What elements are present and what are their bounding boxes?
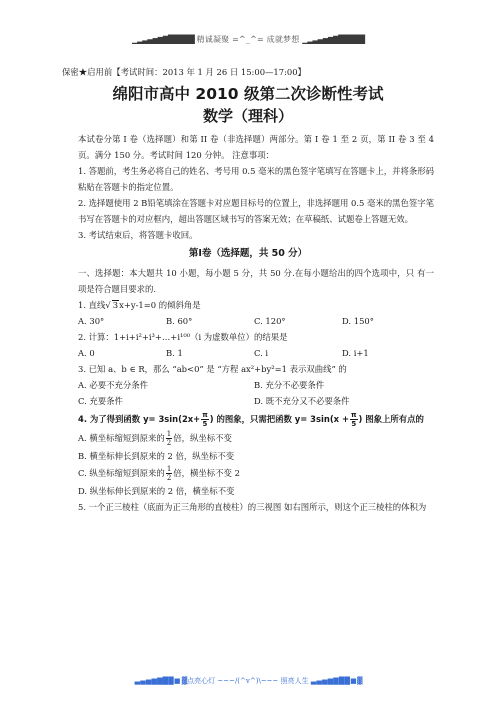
q3-option-d: D. 既不充分又不必要条件 xyxy=(254,396,350,406)
header-decoration-right: ▁▂▃▄▅▆▇█████ xyxy=(302,35,365,44)
section-heading: 第Ⅰ卷（选择题，共 50 分） xyxy=(188,248,308,259)
q3-option-b: B. 充分不必要条件 xyxy=(254,380,325,390)
q1-options xyxy=(62,313,434,329)
q2-option-d: D. i+1 xyxy=(342,348,369,358)
q1-radicand: 3 xyxy=(112,300,119,310)
footer-decoration-right: ▃ ▄ ▅ ▆ ▇ █ █ ■ ▓ xyxy=(310,677,362,685)
q2-options xyxy=(62,345,434,361)
q3-options-row1 xyxy=(62,377,434,393)
note-2: 2. 选择题使用 2 B铅笔填涂在答题卡对应题目标号的位置上，非选择题用 0.5 毫米的黑色签字笔书写在答题卡的对应框内，超出答题区域书写的答案无效；在草稿纸、试题卷上答题无效。 xyxy=(78,198,434,224)
footer-text: ▓点亮心灯 ~~~/(^v^)\~~~ 照亮人生 xyxy=(181,677,309,685)
question-2: 2. 计算：1+i+i²+i³+…+i¹⁰⁰（i 为虚数单位）的结果是 xyxy=(78,332,288,342)
q4-option-a: A. 横坐标缩短到原来的 $\frac{1}{2}$ 倍，纵坐标不变 xyxy=(78,430,232,447)
q3-options-row2 xyxy=(62,393,434,409)
question-1 xyxy=(62,297,434,313)
footer-decoration-left: ▃ ▄ ▅ ▆ ▇ █ █ ■ xyxy=(134,677,180,685)
q1-option-d: D. 150° xyxy=(342,316,374,326)
one-half-fraction-2: $\frac{1}{2}$ xyxy=(166,465,172,482)
q4-option-d: D. 纵坐标伸长到原来的 2 倍，横坐标不变 xyxy=(78,486,235,496)
q1-prefix: 1. 直线 xyxy=(78,300,106,310)
pi-over-5-fraction: $\frac{\pi}{5}$ xyxy=(202,411,208,428)
question-3: 3. 已知 a、b ∈ R，那么 “ab<0” 是 “方程 ax²+by²=1 表示双曲线” 的 xyxy=(78,364,347,374)
q1-option-a: A. 30° xyxy=(78,316,105,326)
exam-title: 绵阳市高中 2010 级第二次诊断性考试 xyxy=(112,85,384,103)
q4-middle: ) 的图象，只需把函数 y= 3sin(x + xyxy=(209,414,349,424)
q2-option-c: C. i xyxy=(254,348,269,358)
note-3: 3. 考试结束后，将答题卡收回。 xyxy=(78,230,198,240)
q2-option-a: A. 0 xyxy=(78,348,95,358)
q1-option-b: B. 60° xyxy=(166,316,193,326)
part-1-instructions: 一、选择题：本大题共 10 小题，每小题 5 分，共 50 分.在每小题给出的四个选项中，只 有一项是符合题目要求的. xyxy=(78,268,434,294)
confidential-note: 保密★启用前【考试时间：2013 年 1 月 26 日 15:00—17:00】 xyxy=(62,67,306,77)
q2-option-b: B. 1 xyxy=(166,348,183,358)
header-decoration-left: ▁▂▃▄▅▆▇█████ xyxy=(131,35,194,44)
q3-option-c: C. 充要条件 xyxy=(78,396,123,406)
q4-suffix: ) 图象上所有点的 xyxy=(358,414,424,424)
question-4 xyxy=(62,409,434,429)
sqrt-sign: √ xyxy=(105,300,111,310)
header-text: 精诚凝聚 =^_^= 成就梦想 xyxy=(196,35,300,44)
q4-option-b: B. 横坐标伸长到原来的 2 倍，纵坐标不变 xyxy=(78,451,235,461)
exam-document xyxy=(62,64,434,515)
q3-option-a: A. 必要不充分条件 xyxy=(78,380,148,390)
page-footer xyxy=(0,676,496,686)
q4-prefix: 4. 为了得到函数 y= 3sin(2x+ xyxy=(78,414,201,424)
note-1: 1. 答题前，考生务必将自己的姓名、考号用 0.5 毫米的黑色签字笔填写在答题卡上，并将条形码粘贴在答题卡的指定位置。 xyxy=(78,166,434,192)
pi-over-5-fraction-2: $\frac{\pi}{5}$ xyxy=(350,411,357,428)
intro-paragraph: 本试卷分第 I 卷（选择题）和第 II 卷（非选择题）两部分。第 I 卷 1 至 2 页，第 II 卷 3 至 4 页。满分 150 分。考试时间 120 分钟。 注意事项： xyxy=(78,134,434,160)
page-header xyxy=(0,34,496,45)
question-5: 5. 一个正三棱柱（底面为正三角形的直棱柱）的三视图 如右图所示，则这个正三棱柱的体积为 xyxy=(78,502,427,512)
q1-suffix: x+y-1=0 的倾斜角是 xyxy=(119,300,201,310)
q4-option-c: C. 纵坐标缩短到原来的 $\frac{1}{2}$ 倍，横坐标不变 2 xyxy=(78,465,240,482)
exam-subtitle: 数学（理科） xyxy=(202,107,293,125)
one-half-fraction: $\frac{1}{2}$ xyxy=(166,430,172,447)
q1-option-c: C. 120° xyxy=(254,316,286,326)
